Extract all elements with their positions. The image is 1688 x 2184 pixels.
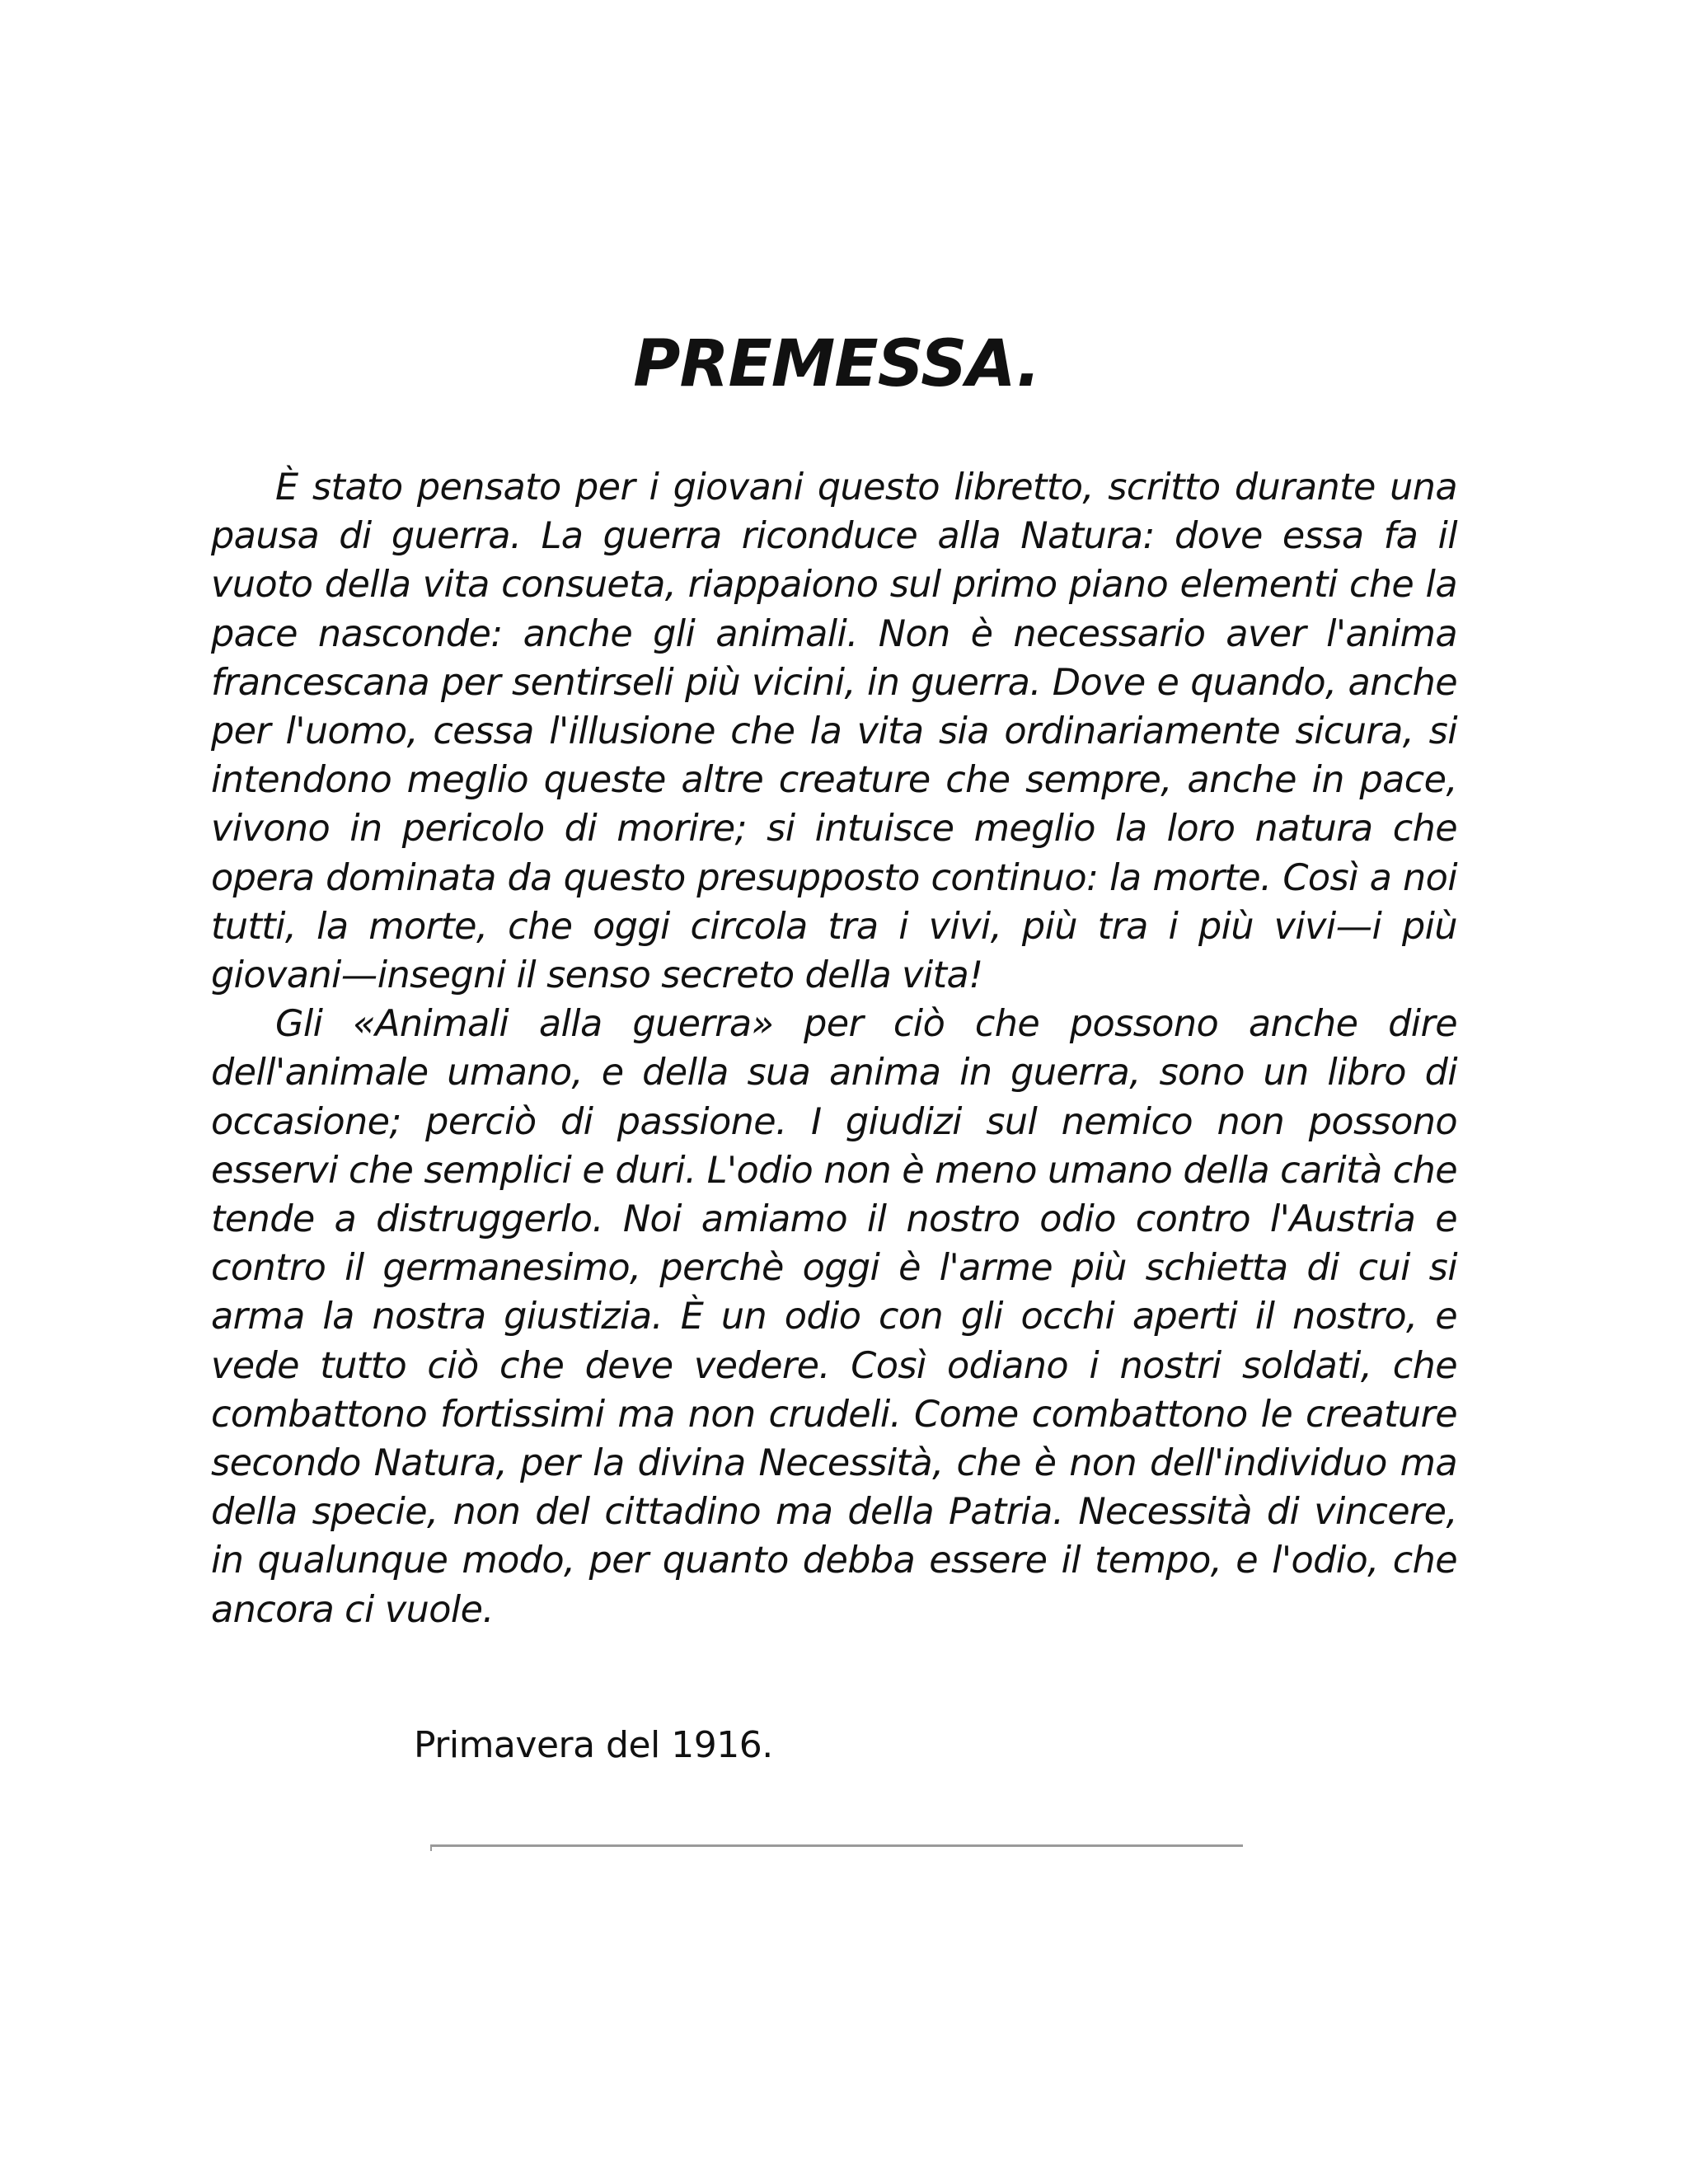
preface-paragraph-1: È stato pensato per i giovani questo libretto, scritto durante una pausa di guerra. La guerra riconduce alla Natura: dove essa fa il vuoto della vita consueta, riappaiono sul primo piano elementi che la pace nasconde: anche gli animali. Non è necessario aver l'anima francescana per sentirseli più vicini, in guerra. Dove e quando, anche per l'uomo, cessa l'illusione che la vita sia ordinariamente sicura, si intendono meglio queste altre creature che sempre, anche in pace, vivono in pericolo di morire; si intuisce meglio la loro natura che opera dominata da questo presupposto continuo: la morte. Così a noi tutti, la morte, che oggi circola tra i vivi, più tra i più vivi—i più giovani—insegni il senso secreto della vita! [211,466,1457,997]
horizontal-rule [430,1844,1243,1847]
preface-body [211,463,1457,1634]
page-title: PREMESSA. [633,327,1040,401]
preface-paragraph-2: Gli «Animali alla guerra» per ciò che possono anche dire dell'animale umano, e della sua anima in guerra, sono un libro di occasione; perciò di passione. I giudizi sul nemico non possono esservi che semplici e duri. L'odio non è meno umano della carità che tende a distruggerlo. Noi amiamo il nostro odio contro l'Austria e contro il germanesimo, perchè oggi è l'arme più schietta di cui si arma la nostra giustizia. È un odio con gli occhi aperti il nostro, e vede tutto ciò che deve vedere. Così odiano i nostri soldati, che combattono fortissimi ma non crudeli. Come combattono le creature secondo Natura, per la divina Necessità, che è non dell'individuo ma della specie, non del cittadino ma della Patria. Necessità di vincere, in qualunque modo, per quanto debba essere il tempo, e l'odio, che ancora ci vuole. [211,1003,1457,1631]
date-line: Primavera del 1916. [414,1724,773,1766]
